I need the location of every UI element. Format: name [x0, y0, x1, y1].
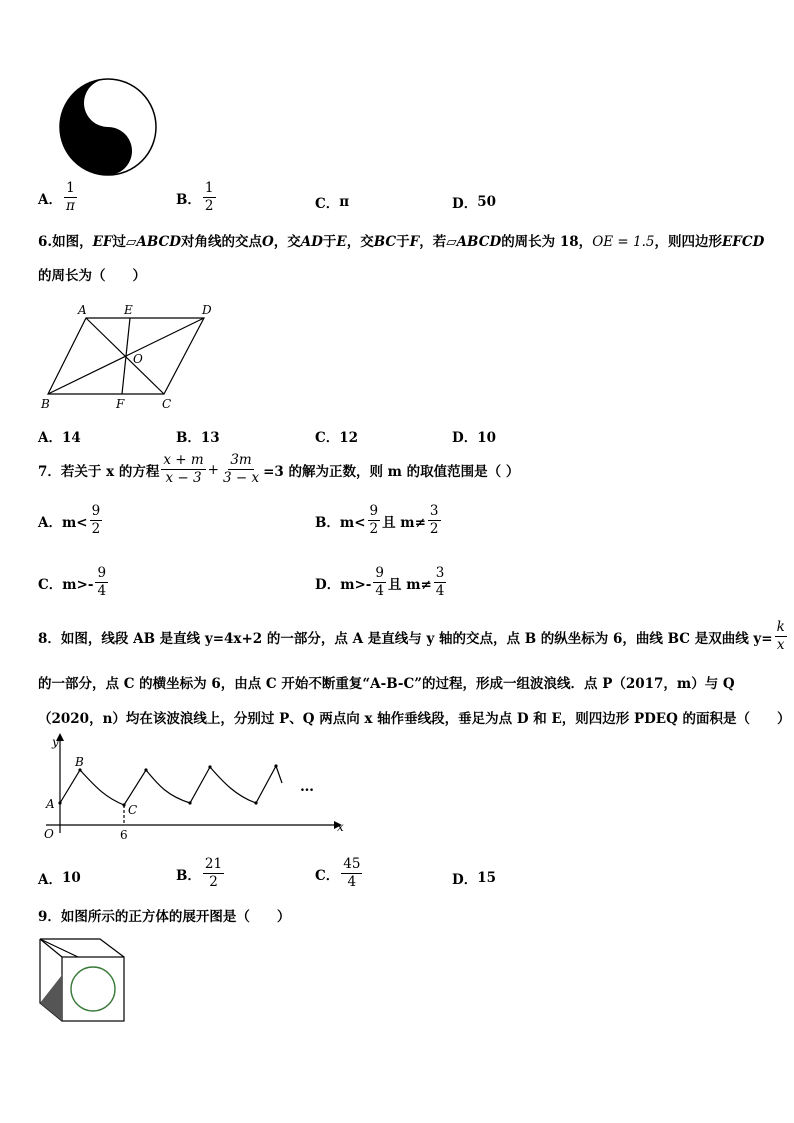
q7-option-b-fraction-1: $\frac{9}{2}$: [369, 503, 379, 537]
axis-label-y: y: [52, 735, 59, 749]
label-b: B: [41, 397, 50, 411]
label-point-b: B: [75, 755, 84, 769]
q7-option-b[interactable]: B．m< $\frac{9}{2}$ 且 m≠ $\frac{3}{2}$: [315, 503, 439, 537]
q5-option-b[interactable]: B． $\frac{1}{2}$: [176, 180, 214, 214]
q7-option-d[interactable]: D．m>- $\frac{9}{4}$ 且 m≠ $\frac{3}{4}$: [315, 565, 445, 599]
tick-label-6: 6: [120, 828, 128, 842]
q8-option-b-fraction: $\frac{21}{2}$: [204, 856, 223, 890]
q7-fraction-1: $\frac{x + m}{x - 3}$: [163, 452, 204, 486]
q6-option-a[interactable]: A．14: [38, 430, 81, 446]
q5-option-a-fraction: $\frac{1}{\pi}$: [65, 180, 75, 214]
label-point-c: C: [128, 803, 138, 817]
q8-option-a[interactable]: A． 10: [38, 870, 81, 888]
q6-question-line2: 的周长为（ ）: [38, 268, 146, 284]
q5-option-b-fraction: $\frac{1}{2}$: [204, 180, 214, 214]
q7-option-c[interactable]: C．m>- $\frac{9}{4}$: [38, 565, 107, 599]
parallelogram-figure: [36, 302, 226, 414]
label-o: O: [133, 352, 143, 366]
q7-question: 7．若关于 x 的方程 $\frac{x + m}{x - 3}$ + $\frac{3m}{3 - x}$ =3 的解为正数，则 m 的取值范围是（ ）: [38, 452, 520, 486]
q6-question-line1: 6.如图，EF过▱ABCD对角线的交点O，交AD于E，交BC于F，若▱ABCD的周长为 18，OE = 1.5，则四边形EFCD: [38, 234, 765, 250]
label-point-a: A: [46, 797, 55, 811]
q8-question-line2: 的一部分，点 C 的横坐标为 6，由点 C 开始不断重复“A-B-C”的过程，形成一组波浪线．点 P（2017，m）与 Q: [38, 676, 735, 692]
q9-question: 9．如图所示的正方体的展开图是（ ）: [38, 909, 291, 925]
q7-option-b-fraction-2: $\frac{3}{2}$: [429, 503, 439, 537]
q8-question-line3: （2020，n）均在该波浪线上，分别过 P、Q 两点向 x 轴作垂线段，垂足为点 D 和 E，则四边形 PDEQ 的面积是（ ）: [38, 711, 791, 727]
q7-option-a[interactable]: A．m< $\frac{9}{2}$: [38, 503, 101, 537]
axis-label-x: x: [337, 820, 344, 834]
q8-option-d[interactable]: D． 15: [452, 870, 497, 888]
q8-option-c-fraction: $\frac{45}{4}$: [343, 856, 361, 890]
label-c: C: [162, 397, 172, 411]
q8-option-b[interactable]: B． $\frac{21}{2}$: [176, 856, 223, 890]
q7-option-d-fraction-2: $\frac{3}{4}$: [435, 565, 445, 599]
label-d: D: [202, 303, 212, 317]
label-a: A: [78, 303, 87, 317]
q8-k-over-x: $\frac{k}{x}$: [776, 619, 785, 653]
label-f: F: [116, 397, 125, 411]
q5-option-c[interactable]: C． π: [315, 194, 350, 212]
label-origin: O: [44, 827, 54, 841]
q7-option-c-fraction: $\frac{9}{4}$: [97, 565, 107, 599]
cube-figure: [36, 935, 130, 1029]
q7-option-a-fraction: $\frac{9}{2}$: [91, 503, 101, 537]
wave-graph-figure: [38, 733, 353, 843]
q8-option-c[interactable]: C． $\frac{45}{4}$: [315, 856, 361, 890]
q5-option-a[interactable]: A． $\frac{1}{\pi}$: [38, 180, 75, 214]
q6-option-c[interactable]: C．12: [315, 430, 359, 446]
q6-option-d[interactable]: D．10: [452, 430, 496, 446]
q7-fraction-2: $\frac{3m}{3 - x}$: [222, 452, 260, 486]
taiji-figure: [55, 77, 161, 177]
q7-option-d-fraction-1: $\frac{9}{4}$: [375, 565, 384, 599]
q6-option-b[interactable]: B．13: [176, 430, 220, 446]
q8-question-line1: 8．如图，线段 AB 是直线 y=4x+2 的一部分，点 A 是直线与 y 轴的交点，点 B 的纵坐标为 6，曲线 BC 是双曲线 y= $\frac{k}{x}$: [38, 619, 785, 653]
continuation-dots: …: [300, 779, 314, 795]
label-e: E: [124, 303, 133, 317]
q5-option-d[interactable]: D． 50: [452, 194, 497, 212]
